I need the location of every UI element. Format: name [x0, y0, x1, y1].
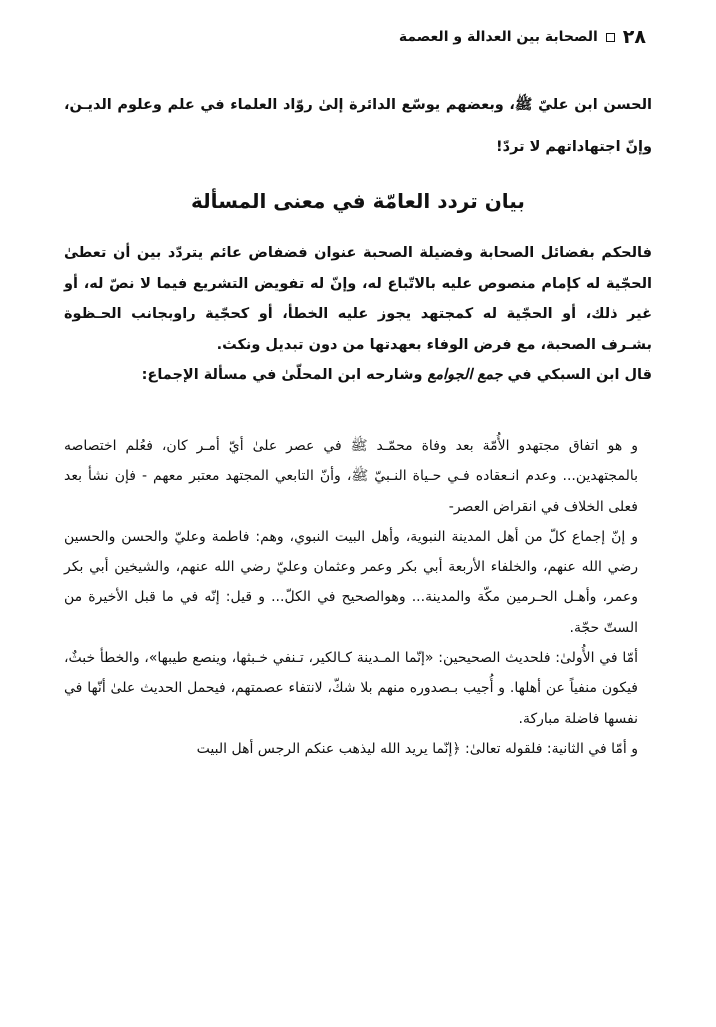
- quote-intro-after: وشارحه ابن المحلّىٰ في مسألة الإجماع:: [141, 367, 423, 383]
- page-header: [70, 22, 646, 52]
- square-marker-icon: [606, 33, 615, 42]
- book-title: جمع الجوامع: [427, 367, 503, 383]
- quote-paragraph-1: و هو اتفاق مجتهدو الأُمّة بعد وفاة محمّـد ﷺ في عصر علىٰ أيّ أمـر كان، فعُلم اختصاصه بالمجتهدين... وعدم انـعقاده فـي حـياة النـبيّ ﷺ، وأنّ التابعي المجتهد معتبر معهم - فإن نشأ بعد فعلى الخلاف في انقراض العصر-: [64, 438, 638, 515]
- quote-intro-before: قال ابن السبكي في: [507, 367, 652, 383]
- section-heading: بيان تردد العامّة في معنى المسألة: [191, 189, 525, 213]
- quote-paragraph-4: و أمّا في الثانية: فلقوله تعالىٰ: ﴿إنّما يريد الله ليذهب عنكم الرجس أهل البيت: [196, 740, 638, 757]
- quoted-text: [64, 431, 638, 764]
- quote-paragraph-2: و إنّ إجماع كلّ من أهل المدينة النبوية، وأهل البيت النبوي، وهم: فاطمة وعليّ والحسن والحسين رضي الله عنهم، والخلفاء الأربعة أبي بكر وعمر وعثمان وعليّ رضي الله عنهم، والشيخين أبي بكر وعمر، وأهـل الحـرمين مكّة والمدينة... وهوالصحيح في الكلّ... و قيل: إنّه في ما قبل الأخيرة من الستّ حجّة.: [64, 528, 638, 636]
- quote-intro: [64, 360, 652, 391]
- intro-text: الحسن ابن عليّ ﷺ، وبعضهم يوسّع الدائرة إلىٰ روّاد العلماء في علم وعلوم الديـن، وإنّ اجتهاداتهم لا تردّ!: [64, 97, 652, 155]
- body-paragraph: فالحكم بفضائل الصحابة وفضيلة الصحبة عنوان فضفاض عائم يتردّد بين أن تعطىٰ الحجّية له كإمام منصوص عليه بالاتّباع له، وإنّ له تفويض التشريع فيما لا نصّ له، أو غير ذلك، أو الحجّية له كمجتهد يجوز عليه الخطأ، أو كحجّية راوبجانب الحـظوة بشـرف الصحبة، مع فرض الوفاء بعهدتها من دون تبديل ونكث.: [64, 245, 652, 353]
- running-title: الصحابة بين العدالة و العصمة: [398, 29, 598, 45]
- quote-paragraph-3: أمّا في الأُولىٰ: فلحديث الصحيحين: «إنّما المـدينة كـالكير، تـنفي خـبثها، وينصع طيبها»، والخطأ خبثٌ، فيكون منفياً عن أهلها. و أُجيب بـصدوره منهم بلا شكّ، لانتفاء عصمتهم، فيحمل الحديث علىٰ أنّها في نفسها فاضلة مباركة.: [64, 650, 638, 727]
- page-number: ٢٨: [622, 26, 646, 48]
- body-paragraph-block: [64, 238, 652, 391]
